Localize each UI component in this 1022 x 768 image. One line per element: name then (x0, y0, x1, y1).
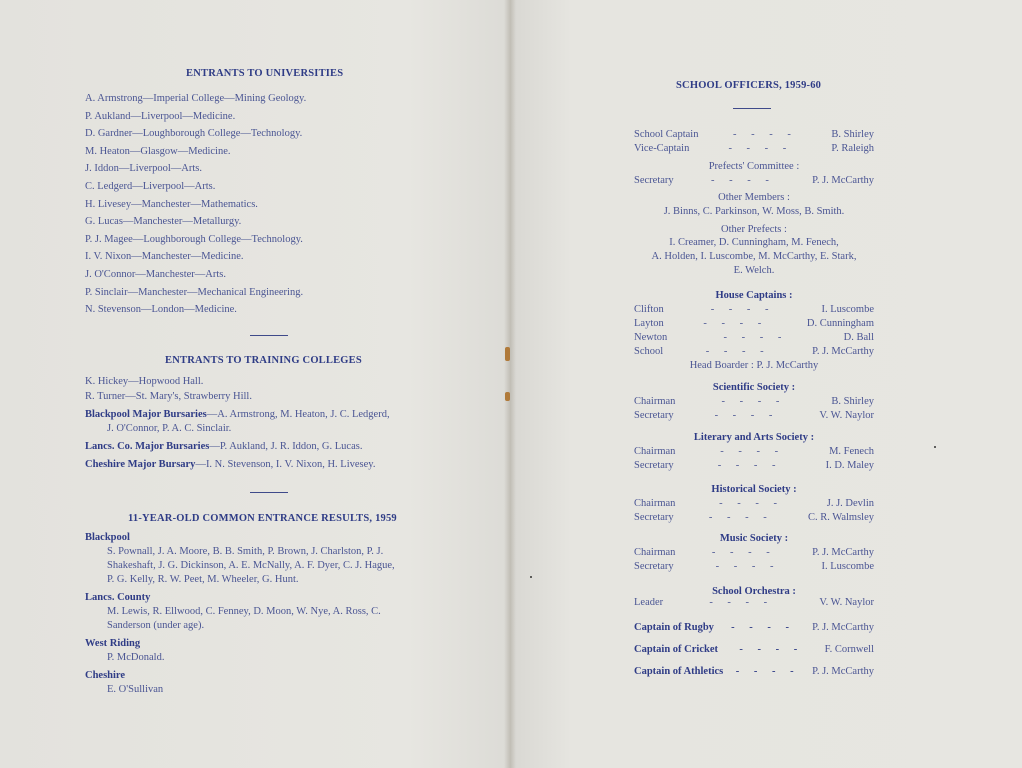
subheading: Prefects' Committee : (708, 161, 800, 172)
bursary-line (85, 441, 362, 452)
role: Secretary (634, 175, 674, 186)
subheading: Other Members : (718, 192, 790, 203)
bursary-text: —P. Aukland, J. R. Iddon, G. Lucas. (209, 441, 363, 452)
university-entry: P. J. Magee—Loughborough College—Technology. (85, 233, 303, 245)
staple-rust-mark (505, 347, 510, 361)
leader-dots: - - - - (709, 597, 774, 608)
name: I. D. Maley (825, 460, 874, 471)
bursary-text: —I. N. Stevenson, I. V. Nixon, H. Livesey. (195, 459, 376, 470)
orchestra-heading: School Orchestra : (712, 586, 796, 597)
university-entry: A. Armstrong—Imperial College—Mining Geology. (85, 93, 307, 104)
left-page (0, 0, 510, 768)
group-line: S. Pownall, J. A. Moore, B. B. Smith, P. Brown, J. Charlston, P. J. (107, 546, 384, 557)
university-entry: J. O'Connor—Manchester—Arts. (85, 269, 226, 280)
university-entry: J. Iddon—Liverpool—Arts. (85, 163, 202, 175)
spine-fold (504, 0, 516, 768)
leader-dots: - - - - (711, 547, 776, 558)
bursary-line (85, 409, 390, 420)
role: Secretary (634, 410, 674, 421)
role: Vice-Captain (634, 143, 690, 154)
role: Captain of Cricket (634, 644, 718, 655)
officer-row (634, 446, 874, 457)
paper-speck (530, 576, 532, 578)
role: Chairman (634, 396, 676, 407)
society-heading: Music Society : (719, 533, 789, 544)
member-list: J. Binns, C. Parkinson, W. Moss, B. Smith. (663, 206, 845, 217)
name: I. Luscombe (821, 304, 874, 315)
section-divider (250, 335, 288, 336)
role: Leader (634, 597, 664, 608)
common-entrance-heading: 11-YEAR-OLD COMMON ENTRANCE RESULTS, 1959 (128, 513, 397, 524)
leader-dots: - - - - (720, 446, 785, 457)
leader-dots: - - - - (717, 460, 782, 471)
name: D. Ball (843, 332, 874, 343)
role: Newton (634, 332, 668, 343)
officer-row (634, 410, 874, 421)
name: P. Raleigh (831, 143, 874, 154)
officer-row (634, 512, 874, 523)
section-divider (250, 492, 288, 493)
group-name: Lancs. County (85, 592, 151, 603)
leader-dots: - - - - (735, 666, 800, 677)
group-line: E. O'Sullivan (107, 684, 164, 695)
officers-heading: SCHOOL OFFICERS, 1959-60 (676, 80, 822, 91)
leader-dots: - - - - (719, 498, 784, 509)
name: I. Luscombe (821, 561, 874, 572)
officer-row (634, 460, 874, 471)
society-heading: Scientific Society : (712, 382, 796, 393)
name: F. Cornwell (824, 644, 874, 655)
role: Chairman (634, 547, 676, 558)
role: Layton (634, 318, 664, 329)
name: B. Shirley (831, 129, 874, 140)
captain-row (634, 622, 874, 633)
role: Secretary (634, 561, 674, 572)
role: Secretary (634, 512, 674, 523)
training-heading: ENTRANTS TO TRAINING COLLEGES (165, 355, 362, 366)
leader-dots: - - - - (708, 512, 773, 523)
name: C. R. Walmsley (807, 512, 874, 523)
university-entry: M. Heaton—Glasgow—Medicine. (85, 145, 231, 157)
role: Secretary (634, 460, 674, 471)
staple-rust-mark (505, 392, 510, 401)
officer-row (634, 396, 874, 407)
officer-row (634, 561, 874, 572)
prefect-list: I. Creamer, D. Cunningham, M. Fenech, (669, 237, 839, 248)
university-entry: P. Aukland—Liverpool—Medicine. (85, 110, 236, 122)
universities-heading: ENTRANTS TO UNIVERSITIES (186, 68, 344, 79)
section-divider (733, 108, 771, 109)
group-name: Blackpool (85, 532, 130, 543)
leader-dots: - - - - (723, 332, 788, 343)
group-line: Shakeshaft, J. G. Dickinson, A. E. McNally, A. F. Dyer, C. J. Hague, (107, 560, 395, 571)
leader-dots: - - - - (715, 561, 780, 572)
role: Chairman (634, 446, 676, 457)
name: P. J. McCarthy (812, 175, 874, 186)
officer-row (634, 498, 874, 509)
university-entry: P. Sinclair—Manchester—Mechanical Engineering. (85, 286, 304, 298)
university-entry: N. Stevenson—London—Medicine. (85, 304, 237, 316)
bursary-continuation: J. O'Connor, P. A. C. Sinclair. (107, 423, 232, 434)
group-name: Cheshire (85, 670, 126, 681)
group-line: P. McDonald. (107, 652, 165, 663)
leader-dots: - - - - (703, 318, 768, 329)
captain-row (634, 666, 874, 677)
prefect-list: A. Holden, I. Luscombe, M. McCarthy, E. Stark, (651, 251, 857, 262)
officer-row (634, 304, 874, 315)
officer-row (634, 175, 874, 186)
officer-row (634, 597, 874, 608)
officer-row (634, 318, 874, 329)
officer-row (634, 346, 874, 357)
society-heading: Historical Society : (711, 484, 797, 495)
role: School (634, 346, 664, 357)
leader-dots: - - - - (710, 175, 775, 186)
leader-dots: - - - - (705, 346, 770, 357)
captain-row (634, 644, 874, 655)
university-entry: D. Gardner—Loughborough College—Technology. (85, 128, 303, 140)
role: Clifton (634, 304, 664, 315)
leader-dots: - - - - (714, 410, 779, 421)
name: B. Shirley (831, 396, 874, 407)
name: V. W. Naylor (819, 410, 874, 421)
paper-speck (934, 446, 936, 448)
officer-row (634, 332, 874, 343)
group-line: M. Lewis, R. Ellwood, C. Fenney, D. Moon, W. Nye, A. Ross, C. (107, 606, 381, 617)
subheading: Other Prefects : (721, 224, 787, 235)
name: P. J. McCarthy (812, 622, 874, 633)
name: V. W. Naylor (819, 597, 874, 608)
university-entry: H. Livesey—Manchester—Mathematics. (85, 198, 258, 210)
leader-dots: - - - - (731, 622, 795, 633)
leader-dots: - - - - (739, 644, 804, 655)
head-boarder: Head Boarder : P. J. McCarthy (689, 360, 819, 371)
name: P. J. McCarthy (812, 547, 874, 558)
officer-row (634, 547, 874, 558)
name: D. Cunningham (806, 318, 874, 329)
bursary-text: —A. Armstrong, M. Heaton, J. C. Ledgerd, (206, 409, 390, 420)
name: J. J. Devlin (826, 498, 874, 509)
role: Captain of Athletics (634, 666, 724, 677)
bursary-label: Lancs. Co. Major Bursaries (85, 441, 210, 452)
society-heading: Literary and Arts Society : (693, 432, 815, 443)
leader-dots: - - - - (710, 304, 775, 315)
role: Captain of Rugby (634, 622, 714, 633)
name: M. Fenech (829, 446, 874, 457)
university-entry: G. Lucas—Manchester—Metallurgy. (85, 216, 242, 228)
training-entry: R. Turner—St. Mary's, Strawberry Hill. (85, 391, 252, 402)
prefect-list: E. Welch. (733, 265, 775, 276)
group-name: West Riding (85, 638, 141, 649)
bursary-label: Cheshire Major Bursary (85, 459, 196, 470)
university-entry: C. Ledgerd—Liverpool—Arts. (85, 181, 216, 192)
leader-dots: - - - - (721, 396, 786, 407)
group-line: Sanderson (under age). (107, 620, 205, 631)
house-captains-heading: House Captains : (715, 290, 793, 301)
name: P. J. McCarthy (812, 346, 874, 357)
role: Chairman (634, 498, 676, 509)
group-line: P. G. Kelly, R. W. Peet, M. Wheeler, G. Hunt. (107, 574, 299, 585)
role: School Captain (634, 129, 699, 140)
leader-dots: - - - - (732, 129, 797, 140)
leader-dots: - - - - (728, 143, 793, 154)
university-entry: I. V. Nixon—Manchester—Medicine. (85, 251, 244, 263)
name: P. J. McCarthy (812, 666, 874, 677)
training-entry: K. Hickey—Hopwood Hall. (85, 376, 204, 387)
bursary-line (85, 459, 375, 470)
officer-row (634, 129, 874, 140)
officer-row (634, 143, 874, 154)
bursary-label: Blackpool Major Bursaries (85, 409, 207, 420)
